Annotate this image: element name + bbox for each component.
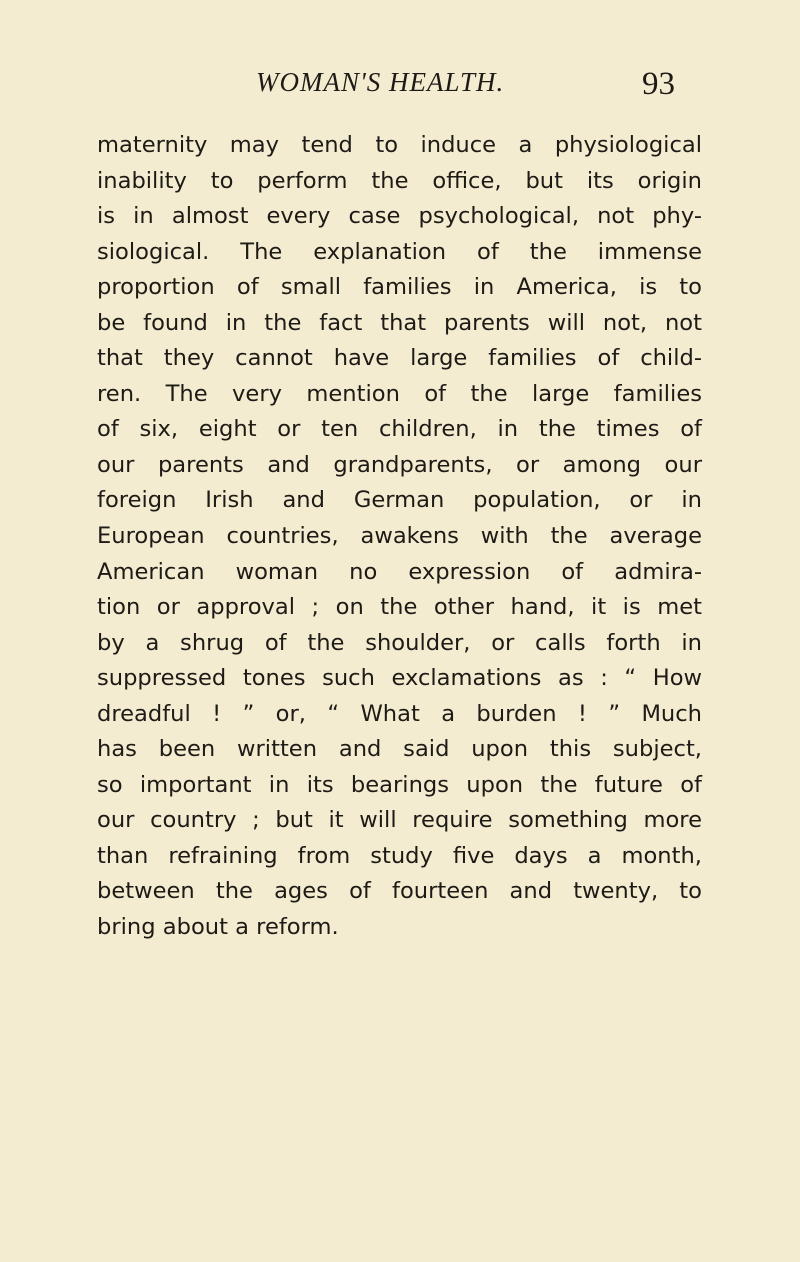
text-line: American woman no expression of admira- bbox=[97, 558, 702, 585]
text-line: our country ; but it will require something more bbox=[97, 807, 702, 834]
text-line: European countries, awakens with the average bbox=[97, 523, 702, 550]
text-line: by a shrug of the shoulder, or calls forth in bbox=[97, 629, 702, 656]
running-head bbox=[0, 62, 800, 102]
text-line: bring about a reform. bbox=[97, 914, 339, 941]
text-line: proportion of small families in America, is to bbox=[97, 274, 702, 301]
text-line: of six, eight or ten children, in the times of bbox=[97, 416, 702, 443]
text-line: foreign Irish and German population, or in bbox=[97, 487, 702, 514]
text-line: between the ages of fourteen and twenty, to bbox=[97, 878, 702, 905]
text-line: ren. The very mention of the large families bbox=[97, 380, 702, 407]
text-line: is in almost every case psychological, not phy- bbox=[97, 203, 702, 230]
text-line: siological. The explanation of the immense bbox=[97, 238, 702, 265]
text-line: dreadful ! ” or, “ What a burden ! ” Much bbox=[97, 700, 702, 727]
text-line: our parents and grandparents, or among our bbox=[97, 451, 702, 478]
body-paragraph bbox=[97, 128, 702, 946]
text-line: suppressed tones such exclamations as : “ How bbox=[97, 665, 702, 692]
text-line: has been written and said upon this subject, bbox=[97, 736, 702, 763]
running-title: WOMAN'S HEALTH. bbox=[256, 67, 505, 97]
text-line: inability to perform the office, but its origin bbox=[97, 167, 702, 194]
text-line: so important in its bearings upon the future of bbox=[97, 771, 702, 798]
text-line: tion or approval ; on the other hand, it is met bbox=[97, 594, 702, 621]
text-line: be found in the fact that parents will not, not bbox=[97, 309, 702, 336]
page-number: 93 bbox=[642, 66, 675, 102]
text-line: maternity may tend to induce a physiological bbox=[97, 132, 702, 158]
text-line: than refraining from study five days a month, bbox=[97, 842, 702, 869]
text-line: that they cannot have large families of child- bbox=[97, 345, 702, 372]
